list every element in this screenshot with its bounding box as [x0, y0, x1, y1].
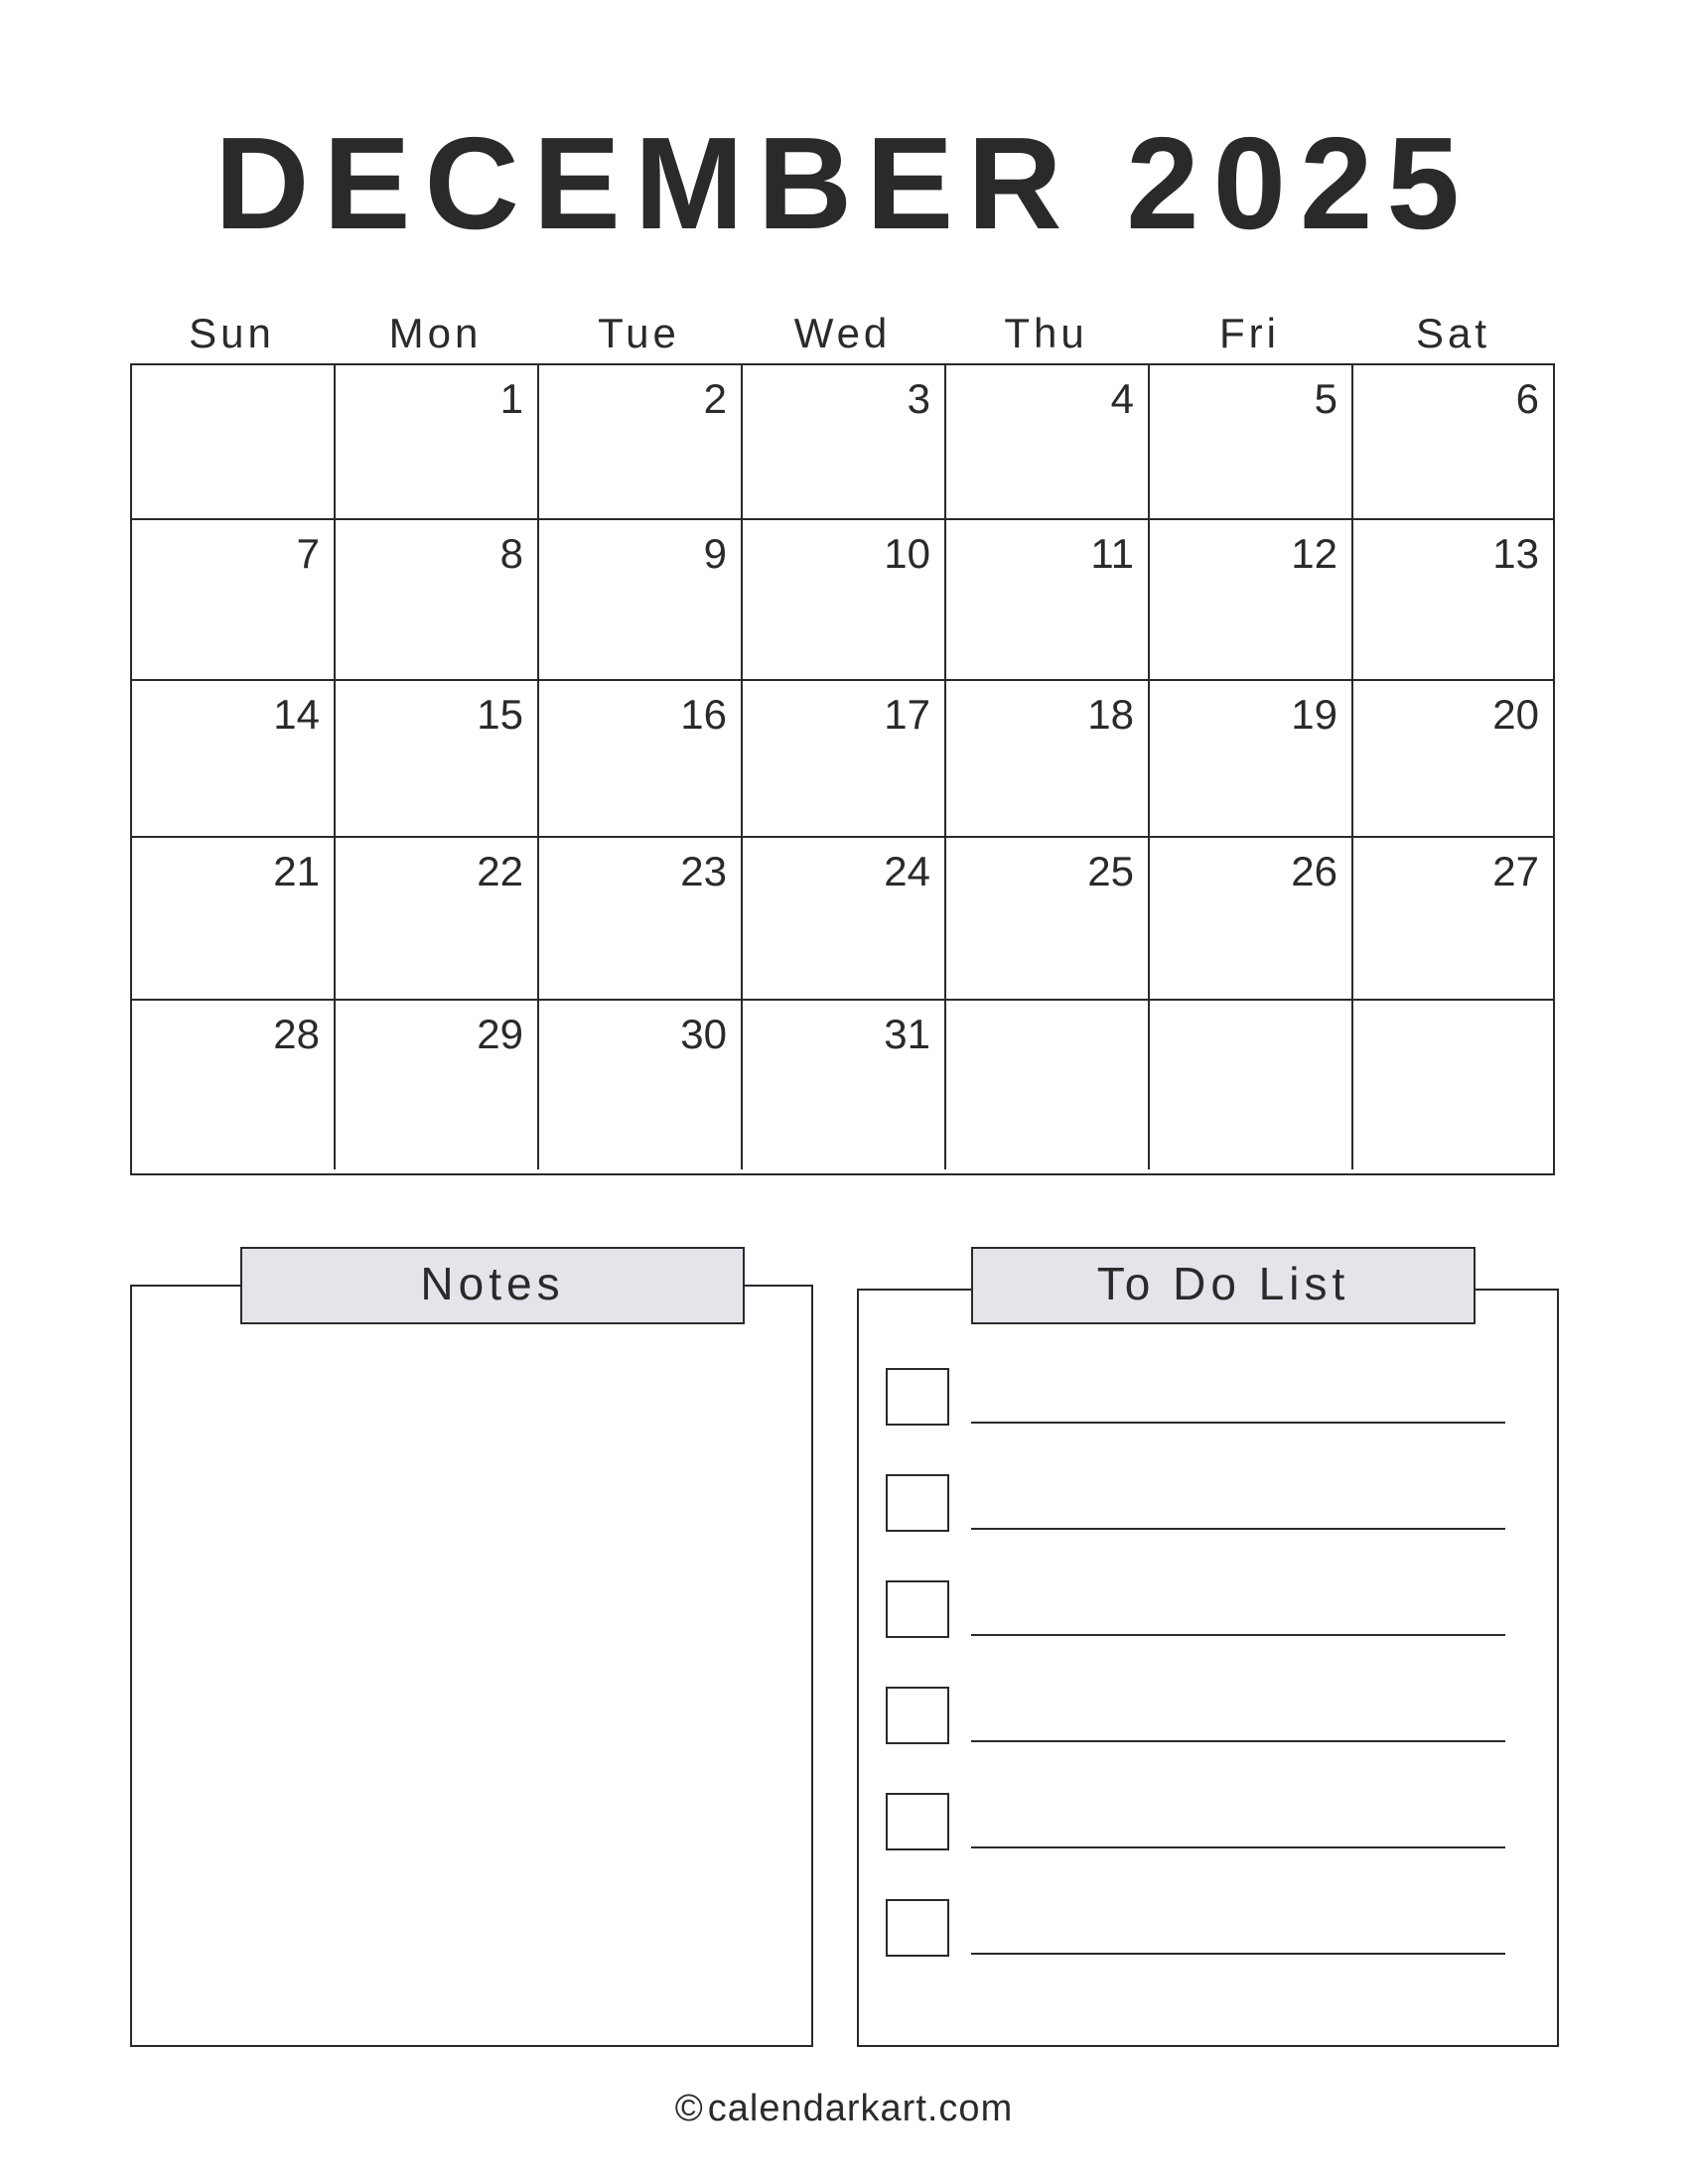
weekday-label: Sat [1415, 310, 1491, 356]
day-number: 27 [1492, 848, 1539, 894]
todo-write-line[interactable] [971, 1740, 1505, 1742]
day-cell[interactable] [132, 1001, 336, 1169]
day-number: 11 [1090, 530, 1134, 577]
day-cell[interactable] [132, 365, 336, 520]
day-number: 2 [703, 375, 727, 422]
day-cell[interactable] [336, 838, 539, 1001]
day-cell[interactable] [1150, 365, 1353, 520]
todo-item [886, 1793, 1506, 1854]
day-cell[interactable] [539, 681, 743, 838]
day-number: 22 [477, 848, 523, 894]
day-cell[interactable] [743, 1001, 946, 1169]
day-cell[interactable] [1353, 365, 1553, 520]
day-number: 20 [1492, 691, 1539, 738]
notes-header: Notes [240, 1247, 745, 1324]
todo-checkbox[interactable] [886, 1474, 949, 1532]
day-cell[interactable] [743, 838, 946, 1001]
day-number: 12 [1291, 530, 1337, 577]
todo-checkbox[interactable] [886, 1580, 949, 1638]
calendar-grid [130, 363, 1555, 1175]
footer [0, 2083, 1688, 2134]
day-cell[interactable] [946, 681, 1150, 838]
day-cell[interactable] [743, 681, 946, 838]
weekday-label: Mon [388, 310, 483, 356]
todo-write-line[interactable] [971, 1528, 1505, 1530]
day-cell[interactable] [1150, 681, 1353, 838]
day-cell[interactable] [743, 520, 946, 681]
todo-item [886, 1899, 1506, 1961]
weekday-label: Fri [1219, 310, 1280, 356]
day-number: 29 [477, 1011, 523, 1057]
day-number: 28 [273, 1011, 320, 1057]
day-cell[interactable] [1150, 1001, 1353, 1169]
day-cell[interactable] [336, 520, 539, 681]
todo-item [886, 1368, 1506, 1430]
day-number: 1 [499, 375, 523, 422]
day-number: 4 [1110, 375, 1134, 422]
day-number: 3 [907, 375, 930, 422]
day-cell[interactable] [946, 838, 1150, 1001]
day-cell[interactable] [132, 838, 336, 1001]
day-number: 7 [296, 530, 320, 577]
day-cell[interactable] [539, 1001, 743, 1169]
weekday-label: Thu [1004, 310, 1088, 356]
day-number: 19 [1291, 691, 1337, 738]
day-number: 17 [884, 691, 930, 738]
day-cell[interactable] [132, 520, 336, 681]
day-number: 5 [1314, 375, 1337, 422]
day-cell[interactable] [1353, 1001, 1553, 1169]
day-cell[interactable] [946, 520, 1150, 681]
day-cell[interactable] [1353, 838, 1553, 1001]
day-cell[interactable] [336, 365, 539, 520]
copyright-icon: © [674, 2088, 704, 2129]
weekday-label: Sun [189, 310, 275, 356]
day-number: 8 [499, 530, 523, 577]
todo-checkbox[interactable] [886, 1687, 949, 1744]
day-number: 16 [680, 691, 727, 738]
todo-write-line[interactable] [971, 1846, 1505, 1848]
day-number: 25 [1087, 848, 1134, 894]
todo-header: To Do List [971, 1247, 1476, 1324]
todo-write-line[interactable] [971, 1422, 1505, 1424]
day-number: 21 [273, 848, 320, 894]
day-number: 24 [884, 848, 930, 894]
day-number: 10 [884, 530, 930, 577]
todo-checkbox[interactable] [886, 1899, 949, 1957]
day-cell[interactable] [132, 681, 336, 838]
day-number: 9 [703, 530, 727, 577]
day-number: 26 [1291, 848, 1337, 894]
day-number: 31 [884, 1011, 930, 1057]
todo-write-line[interactable] [971, 1953, 1505, 1955]
day-cell[interactable] [539, 520, 743, 681]
weekday-label: Wed [793, 310, 892, 356]
day-cell[interactable] [743, 365, 946, 520]
todo-item [886, 1687, 1506, 1748]
todo-item [886, 1580, 1506, 1642]
day-number: 30 [680, 1011, 727, 1057]
day-cell[interactable] [336, 1001, 539, 1169]
day-number: 14 [273, 691, 320, 738]
day-number: 13 [1492, 530, 1539, 577]
day-cell[interactable] [1353, 520, 1553, 681]
todo-write-line[interactable] [971, 1634, 1505, 1636]
day-cell[interactable] [539, 365, 743, 520]
calendar-title: DECEMBER 2025 [214, 110, 1474, 256]
day-number: 6 [1515, 375, 1539, 422]
weekday-header-row [130, 306, 1555, 361]
day-number: 23 [680, 848, 727, 894]
day-cell[interactable] [1353, 681, 1553, 838]
day-cell[interactable] [1150, 838, 1353, 1001]
day-number: 15 [477, 691, 523, 738]
day-cell[interactable] [336, 681, 539, 838]
weekday-label: Tue [598, 310, 680, 356]
day-number: 18 [1087, 691, 1134, 738]
todo-checkbox[interactable] [886, 1368, 949, 1426]
day-cell[interactable] [1150, 520, 1353, 681]
day-cell[interactable] [946, 365, 1150, 520]
todo-checkbox[interactable] [886, 1793, 949, 1850]
todo-item [886, 1474, 1506, 1536]
notes-panel[interactable] [130, 1285, 813, 2047]
day-cell[interactable] [539, 838, 743, 1001]
footer-website: calendarkart.com [707, 2088, 1014, 2129]
day-cell[interactable] [946, 1001, 1150, 1169]
